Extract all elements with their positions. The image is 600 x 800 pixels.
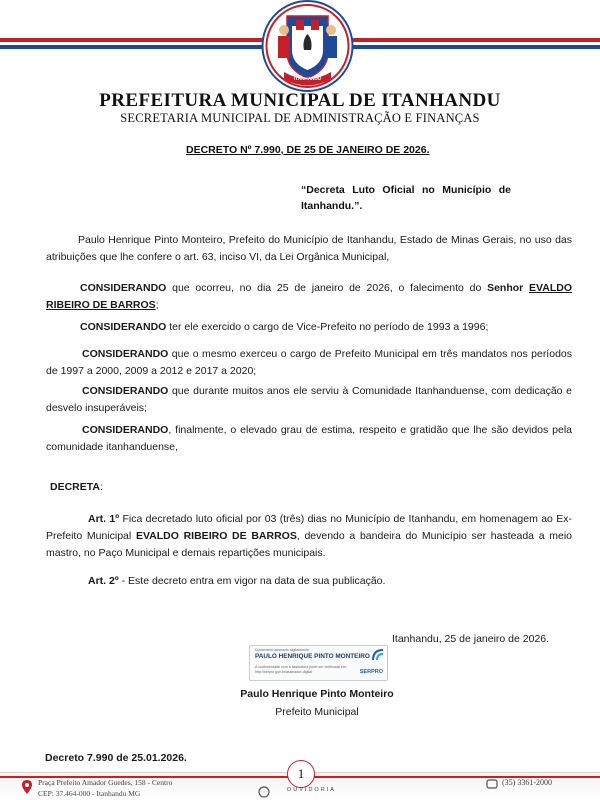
- article-2-label: Art. 2º: [88, 575, 119, 587]
- page-title: PREFEITURA MUNICIPAL DE ITANHANDU: [99, 90, 501, 111]
- considerando-2-text: ter ele exercido o cargo de Vice-Prefeito no período de 1993 a 1996;: [166, 321, 489, 333]
- crest-ribbon-text: ITANHANDU: [294, 76, 321, 81]
- digital-signature-stamp: [249, 645, 388, 681]
- footer-phone: (35) 3361-2000: [502, 778, 552, 787]
- article-1-text-b: , devendo a bandeira do Município ser hasteada a meio mastro, no Paço Municipal e demais repartições municipais.: [46, 530, 572, 559]
- footer-ouvidoria: OUVIDORIA: [287, 787, 336, 793]
- considerando-label: CONSIDERANDO: [82, 385, 169, 397]
- considerando-label: CONSIDERANDO: [82, 424, 169, 436]
- considerando-5-text: , finalmente, o elevado grau de estima, respeito e gratidão que lhe são devidos pela comunidade itanhanduense,: [46, 424, 572, 453]
- signer-role: Prefeito Municipal: [275, 706, 359, 718]
- considerando-label: CONSIDERANDO: [82, 348, 169, 360]
- stamp-verify-url: http://serpro.gov.br/assinador-digital: [255, 670, 313, 674]
- footer-decree-reference: Decreto 7.990 de 25.01.2026.: [45, 752, 187, 764]
- considerando-4: [46, 383, 572, 417]
- decreta-word: DECRETA: [50, 481, 100, 493]
- article-1-honoree-name: EVALDO RIBEIRO DE BARROS: [135, 530, 297, 542]
- considerando-1: [46, 280, 572, 314]
- preamble-paragraph: Paulo Henrique Pinto Monteiro, Prefeito do Município de Itanhandu, Estado de Minas Gerais, no uso das atribuições que lhe confere o art. 63, inciso VI, da Lei Orgânica Municipal,: [46, 234, 572, 263]
- considerando-3-text: que o mesmo exerceu o cargo de Prefeito Municipal em três mandatos nos períodos de 1997 a 2000, 2009 a 2012 e 2017 a 2020;: [46, 348, 572, 377]
- signer-name: Paulo Henrique Pinto Monteiro: [240, 688, 394, 700]
- considerando-1-text: que ocorreu, no dia 25 de janeiro de 2026, o falecimento do: [166, 282, 488, 294]
- footer-address-line2: CEP: 37.464-000 - Itanhandu MG: [38, 789, 141, 798]
- article-2-text: - Este decreto entra em vigor na data de sua publicação.: [118, 575, 386, 587]
- article-1-text-a: Fica decretado luto oficial por 03 (três) dias no Município de Itanhandu, em homenagem ao Ex-Prefeito Municipal: [46, 513, 572, 542]
- decree-ementa: “Decreta Luto Oficial no Município de Itanhandu.”.: [301, 184, 511, 212]
- article-2: [46, 573, 572, 590]
- senhor-label: Senhor: [487, 282, 530, 294]
- place-and-date: Itanhandu, 25 de janeiro de 2026.: [392, 633, 550, 645]
- serpro-arc-icon: [371, 648, 385, 662]
- considerando-5: [46, 422, 572, 456]
- municipal-crest-logo: [260, 0, 355, 92]
- stamp-verify-text: A conformidade com a assinatura pode ser verificada em:: [255, 665, 347, 669]
- considerando-4-text: que durante muitos anos ele serviu à Comunidade Itanhanduense, com dedicação e desvelo insuperáveis;: [46, 385, 572, 414]
- honoree-name: EVALDO RIBEIRO DE BARROS: [46, 282, 572, 311]
- considerando-2: [46, 319, 572, 336]
- page-subtitle: SECRETARIA MUNICIPAL DE ADMINISTRAÇÃO E FINANÇAS: [120, 111, 480, 125]
- considerando-1-end: ;: [155, 299, 159, 311]
- page-number: 1: [287, 760, 315, 788]
- article-1-label: Art. 1º: [88, 513, 120, 525]
- phone-icon: [486, 778, 498, 790]
- stamp-signer-name: PAULO HENRIQUE PINTO MONTEIRO: [255, 653, 370, 660]
- stamp-caption: Documento assinado digitalmente: [255, 648, 310, 652]
- considerando-3: [46, 346, 572, 380]
- decreta-heading: [50, 481, 103, 493]
- decreta-colon: :: [99, 481, 103, 493]
- serpro-logo-text: SERPRO: [359, 669, 383, 675]
- whatsapp-icon: [258, 786, 270, 798]
- considerando-label: CONSIDERANDO: [80, 282, 167, 294]
- article-1: [46, 511, 572, 562]
- considerando-label: CONSIDERANDO: [80, 321, 167, 333]
- location-pin-icon: [22, 780, 32, 794]
- footer-address-line1: Praça Prefeito Amador Guedes, 158 - Centro: [38, 778, 173, 787]
- decree-title: DECRETO Nº 7.990, DE 25 DE JANEIRO DE 2026.: [186, 144, 430, 156]
